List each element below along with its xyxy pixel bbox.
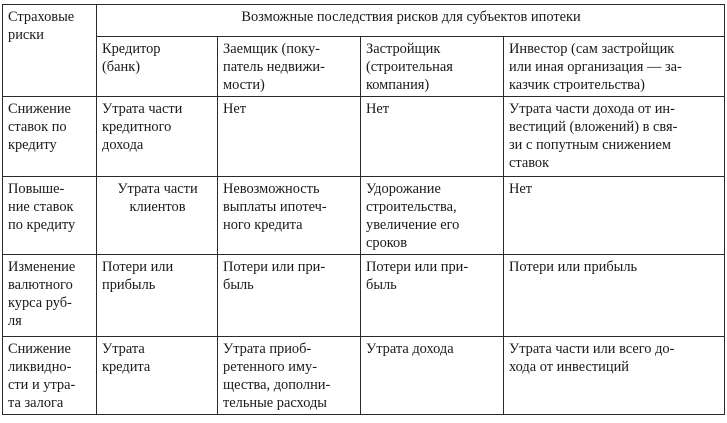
table-cell: Утрата дохода bbox=[361, 337, 504, 415]
table-row bbox=[3, 255, 725, 337]
header-risks: Страховые риски bbox=[3, 5, 97, 97]
table-cell: Потери или прибыль bbox=[97, 255, 218, 337]
table-cell: Невозможность выплаты ипотеч- ного кредита bbox=[218, 177, 361, 255]
header-subject-investor: Инвестор (сам застройщик или иная организация — за- казчик строительства) bbox=[504, 37, 725, 97]
table-cell: Потери или при- быль bbox=[218, 255, 361, 337]
table-subheader-row bbox=[3, 37, 725, 97]
table-cell: Утрата части или всего до- хода от инвестиций bbox=[504, 337, 725, 415]
table-cell: Нет bbox=[504, 177, 725, 255]
table-cell: Утрата кредита bbox=[97, 337, 218, 415]
table-cell: Нет bbox=[218, 97, 361, 177]
table-header-row bbox=[3, 5, 725, 37]
table-row bbox=[3, 337, 725, 415]
table-cell: Утрата части клиентов bbox=[97, 177, 218, 255]
risk-cell: Снижение ликвидно- сти и утра- та залога bbox=[3, 337, 97, 415]
risk-cell: Снижение ставок по кредиту bbox=[3, 97, 97, 177]
table-cell: Утрата части кредитного дохода bbox=[97, 97, 218, 177]
risk-cell: Повыше- ние ставок по кредиту bbox=[3, 177, 97, 255]
table-cell: Потери или при- быль bbox=[361, 255, 504, 337]
risk-consequences-table bbox=[2, 4, 725, 415]
table-cell: Потери или прибыль bbox=[504, 255, 725, 337]
risk-cell: Изменение валютного курса руб- ля bbox=[3, 255, 97, 337]
header-subject-borrower: Заемщик (поку- патель недвижи- мости) bbox=[218, 37, 361, 97]
table-cell: Утрата части дохода от ин- вестиций (вложений) в свя- зи с попутным снижением ставок bbox=[504, 97, 725, 177]
table-row bbox=[3, 97, 725, 177]
header-consequences: Возможные последствия рисков для субъектов ипотеки bbox=[97, 5, 725, 37]
header-subject-developer: Застройщик (строительная компания) bbox=[361, 37, 504, 97]
table-cell: Нет bbox=[361, 97, 504, 177]
table-cell: Утрата приоб- ретенного иму- щества, дополни- тельные расходы bbox=[218, 337, 361, 415]
header-subject-creditor: Кредитор (банк) bbox=[97, 37, 218, 97]
table-row bbox=[3, 177, 725, 255]
table-cell: Удорожание строительства, увеличение его сроков bbox=[361, 177, 504, 255]
